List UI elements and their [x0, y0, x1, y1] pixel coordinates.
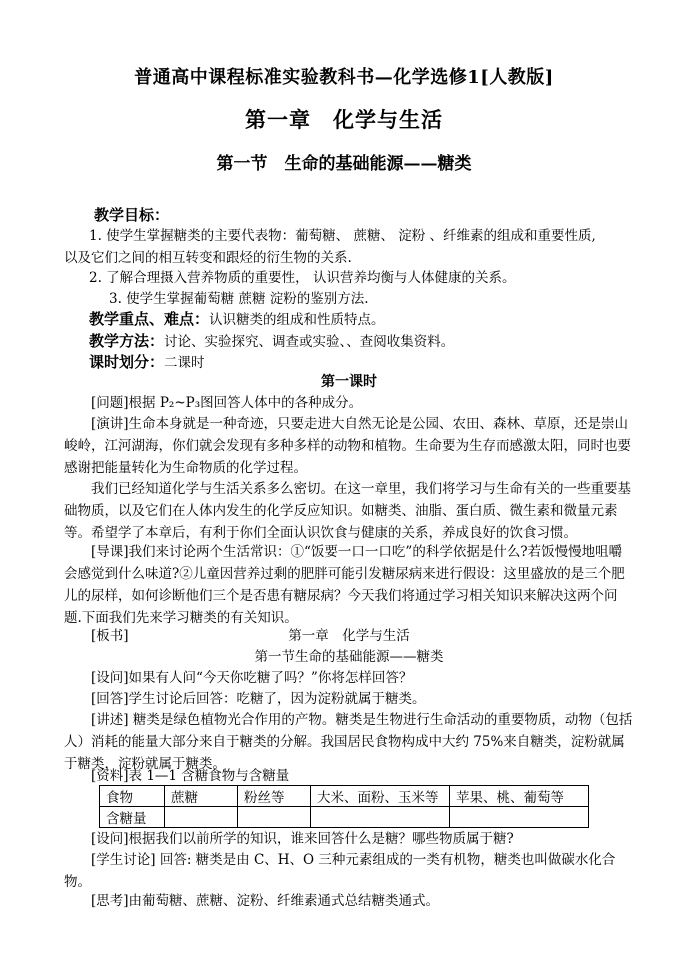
table-cell: 含糖量 — [100, 807, 165, 828]
objective-item-3: 3. 使学生掌握葡萄糖 蔗糖 淀粉的鉴别方法. — [109, 291, 369, 307]
methods-line: 教学方法：讨论、实验探究、调查或实验、、查阅收集资料。 — [89, 332, 455, 350]
table-cell — [238, 807, 311, 828]
answer-paragraph: [回答]学生讨论后回答：吃糖了，因为淀粉就属于糖类。 — [91, 691, 426, 707]
table-cell: 蔗糖 — [165, 786, 238, 807]
focus-line: 教学重点、难点：认识糖类的组成和性质特点。 — [89, 310, 385, 328]
lead-paragraph: [导课]我们来讨论两个生活常识：①“饭要一口一口吃”的科学依据是什么?若饭慢慢地咀嚼会感觉到什么味道?②儿童因营养过剩的肥胖可能引发糖尿病来进行假设：这里盛放的是三个肥儿的尿样，如何诊断他们三个是否患有糖尿病？今天我们将通过学习相关知识来解决这两个问题.下面我们先来学习糖类的有关知识。 — [64, 544, 625, 626]
think-paragraph: [思考]由葡萄糖、蔗糖、淀粉、纤维素通式总结糖类通式。 — [91, 893, 440, 909]
table-cell: 苹果、桃、葡萄等 — [450, 786, 589, 807]
table-cell: 食物 — [100, 786, 165, 807]
board-line-2: 第一节生命的基础能源——糖类 — [254, 649, 444, 665]
table-row — [100, 786, 589, 807]
hours-line: 课时划分：二课时 — [89, 353, 205, 371]
ask-definition-paragraph: [设问]根据我们以前所学的知识，谁来回答什么是糖？哪些物质属于糖? — [91, 831, 514, 847]
ask-paragraph: [设问]如果有人问“今天你吃糖了吗？”你将怎样回答？ — [91, 670, 413, 686]
chapter-title: 第一章 化学与生活 — [245, 107, 443, 132]
table-cell — [311, 807, 450, 828]
objective-item-2: 2. 了解合理摄入营养物质的重要性， 认识营养均衡与人体健康的关系。 — [89, 270, 516, 286]
lecture-paragraph: [演讲]生命本身就是一种奇迹，只要走进大自然无论是公园、农田、森林、草原，还是崇山峻岭，江河湖海，你们就会发现有多种多样的动物和植物。生命要为生存而感激太阳，同时也要感谢把能量转化为生命物质的化学过程。 — [64, 416, 631, 476]
section-title: 第一节 生命的基础能源——糖类 — [216, 154, 472, 174]
objectives-label: 教学目标： — [94, 206, 170, 224]
intro-paragraph: 我们已经知道化学与生活关系多么密切。在这一章里，我们将学习与生命有关的一些重要基础物质，以及它们在人体内发生的化学反应知识。如糖类、油脂、蛋白质、微生素和微量元素等。希望学了本章后，有利于你们全面认识饮食与健康的关系，养成良好的饮食习惯。 — [64, 481, 631, 541]
table-cell — [165, 807, 238, 828]
table-cell — [450, 807, 589, 828]
lesson-title: 第一课时 — [321, 374, 377, 390]
objective-item-1: 1. 使学生掌握糖类的主要代表物：葡萄糖、 蔗糖、 淀粉 、纤维素的组成和重要性质, 以及它们之间的相互转变和跟烃的衍生物的关系. — [64, 228, 596, 266]
board-line-1: 第一章 化学与生活 — [288, 628, 410, 644]
discussion-paragraph: [学生讨论] 回答: 糖类是由 C、H、O 三种元素组成的一类有机物，糖类也叫做碳水化合物。 — [64, 852, 616, 890]
question-paragraph: [问题]根据 P₂~P₃图回答人体中的各种成分。 — [91, 395, 363, 411]
table-caption: [资料]表 1—1 含糖食物与含糖量 — [91, 768, 290, 784]
book-title: 普通高中课程标准实验教科书—化学选修1[人教版] — [134, 67, 554, 88]
table-row — [100, 807, 589, 828]
table-cell: 粉丝等 — [238, 786, 311, 807]
narration-paragraph: [讲述] 糖类是绿色植物光合作用的产物。糖类是生物进行生命活动的重要物质，动物（包括人）消耗的能量大部分来自于糖类的分解。我国居民食物构成中大约 75%来自糖类，淀粉就属于糖类，淀粉就属于糖类。 — [64, 712, 633, 772]
sugar-content-table — [99, 785, 589, 828]
table-cell: 大米、面粉、玉米等 — [311, 786, 450, 807]
board-label: [板书] — [91, 628, 129, 644]
